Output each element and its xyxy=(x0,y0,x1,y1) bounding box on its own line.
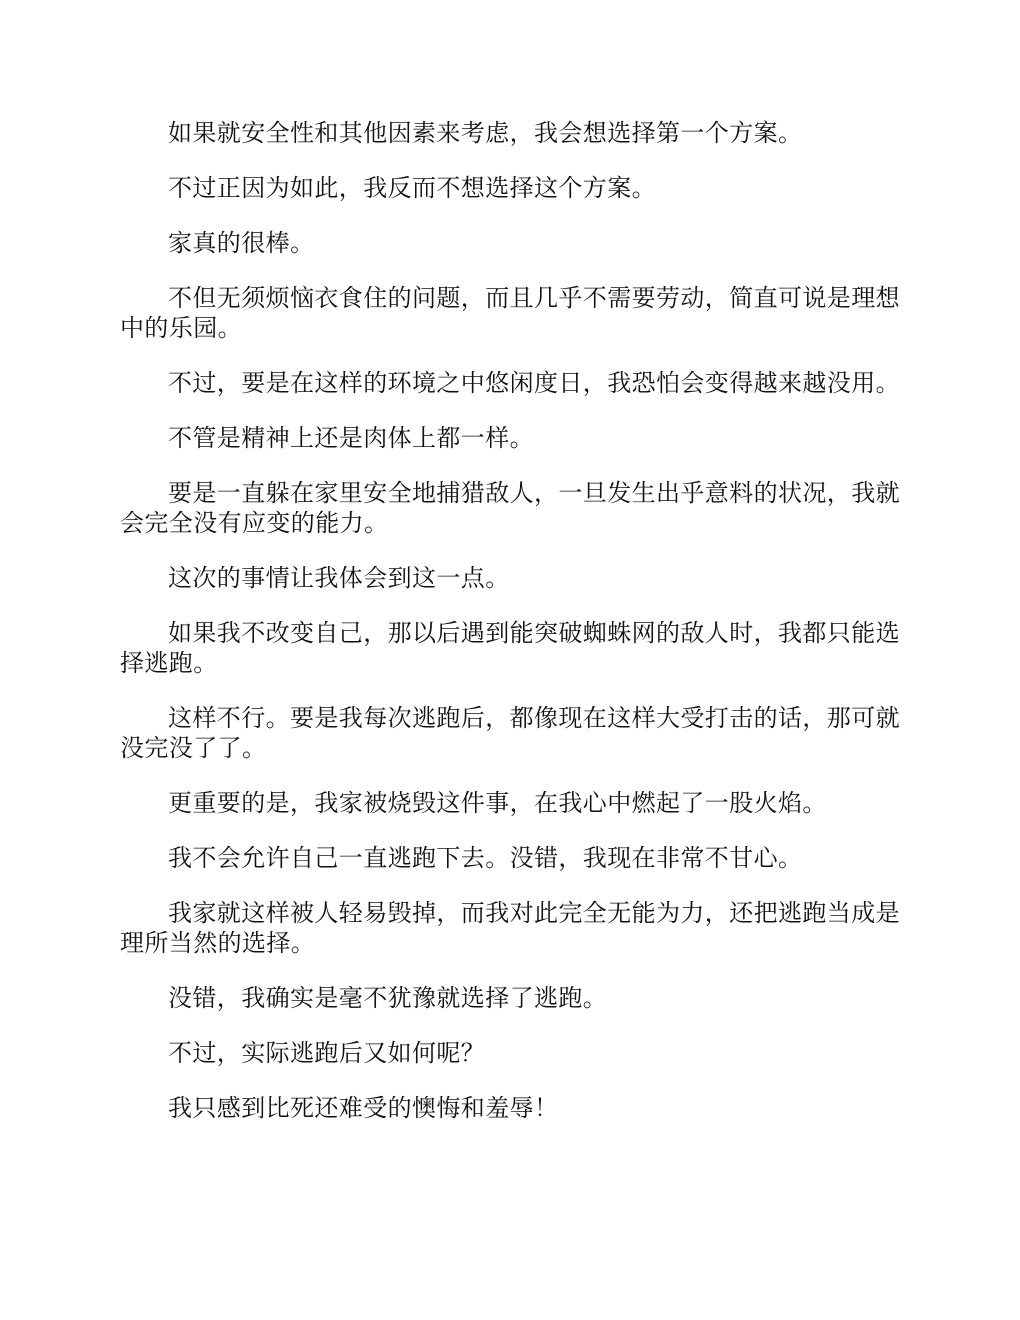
paragraph: 不管是精神上还是肉体上都一样。 xyxy=(168,424,534,452)
paragraph: 我不会允许自己一直逃跑下去。没错，我现在非常不甘心。 xyxy=(168,844,803,872)
paragraph: 我只感到比死还难受的懊悔和羞辱！ xyxy=(168,1094,559,1122)
paragraph: 要是一直躲在家里安全地捕猎敌人，一旦发生出乎意料的状况，我就会完全没有应变的能力。 xyxy=(120,479,900,537)
paragraph: 这次的事情让我体会到这一点。 xyxy=(168,564,510,592)
paragraph: 如果我不改变自己，那以后遇到能突破蜘蛛网的敌人时，我都只能选择逃跑。 xyxy=(120,619,900,677)
paragraph: 我家就这样被人轻易毁掉，而我对此完全无能为力，还把逃跑当成是理所当然的选择。 xyxy=(120,899,900,957)
paragraph: 更重要的是，我家被烧毁这件事，在我心中燃起了一股火焰。 xyxy=(168,789,827,817)
paragraph: 不但无须烦恼衣食住的问题，而且几乎不需要劳动，简直可说是理想中的乐园。 xyxy=(120,284,900,342)
document-body xyxy=(120,118,900,1148)
paragraph: 家真的很棒。 xyxy=(168,229,315,257)
paragraph: 如果就安全性和其他因素来考虑，我会想选择第一个方案。 xyxy=(168,119,803,147)
paragraph: 这样不行。要是我每次逃跑后，都像现在这样大受打击的话，那可就没完没了了。 xyxy=(120,704,900,762)
paragraph: 不过，要是在这样的环境之中悠闲度日，我恐怕会变得越来越没用。 xyxy=(168,369,900,397)
paragraph: 没错，我确实是毫不犹豫就选择了逃跑。 xyxy=(168,984,608,1012)
paragraph: 不过，实际逃跑后又如何呢？ xyxy=(168,1039,486,1067)
paragraph: 不过正因为如此，我反而不想选择这个方案。 xyxy=(168,174,656,202)
